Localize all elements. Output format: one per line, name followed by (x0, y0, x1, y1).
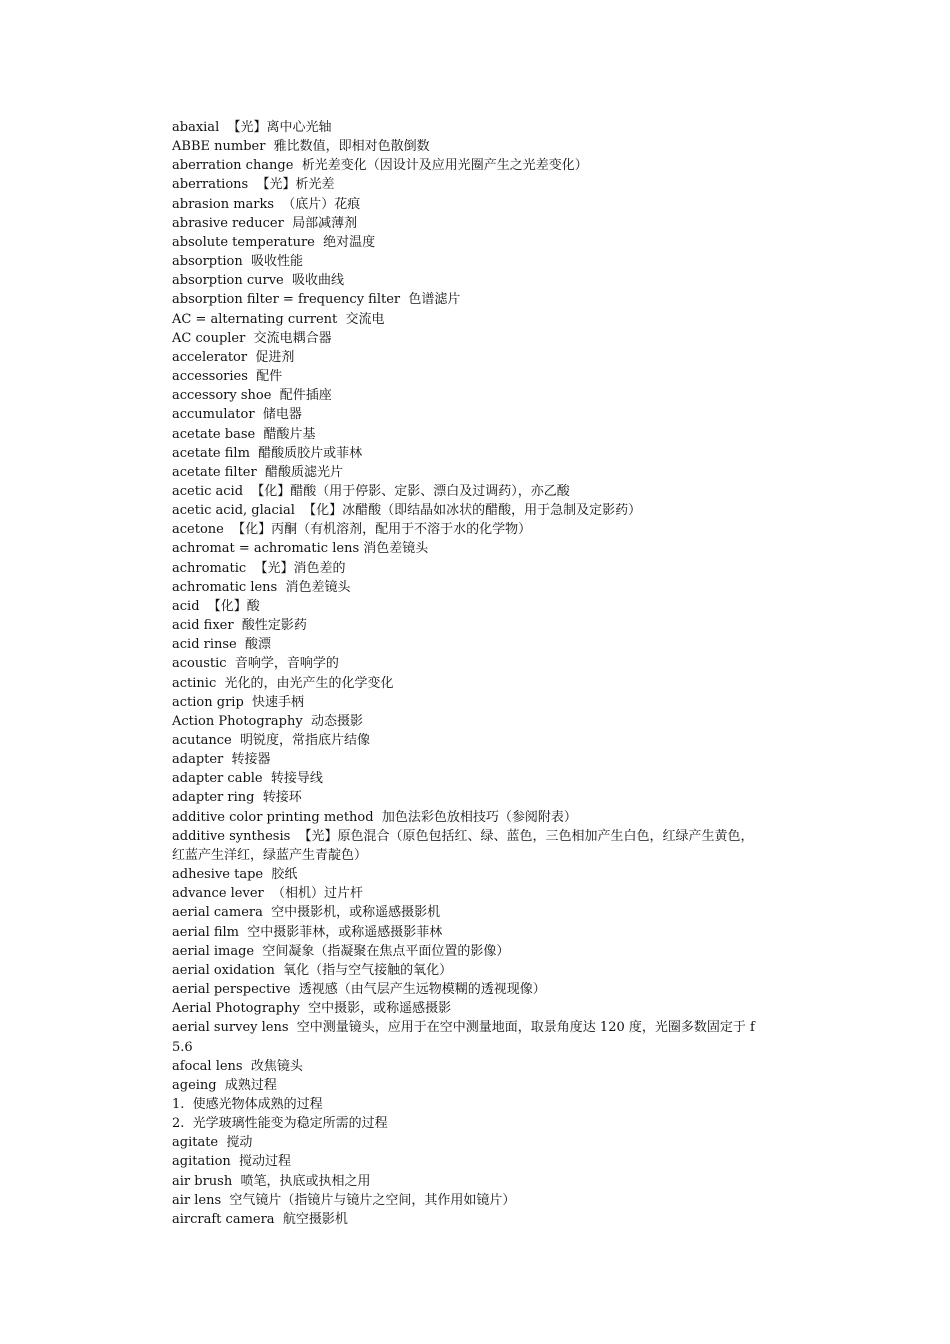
glossary-entry: acutance 明锐度，常指底片结像 (172, 733, 370, 748)
glossary-entry: aberrations 【光】析光差 (172, 177, 335, 193)
glossary-entry: Action Photography 动态摄影 (172, 713, 363, 729)
glossary-entry: afocal lens 改焦镜头 (172, 1058, 303, 1074)
glossary-entry: additive color printing method 加色法彩色放相技巧（参阅附表） (172, 809, 577, 825)
glossary-entry: abrasive reducer 局部减薄剂 (172, 215, 358, 231)
glossary-entry: ABBE number 雅比数值，即相对色散倒数 (172, 139, 430, 155)
glossary-entry: adapter cable 转接导线 (172, 771, 323, 787)
glossary-entry: absorption curve 吸收曲线 (172, 273, 344, 289)
glossary-entry: aerial perspective 透视感（由气层产生远物模糊的透视现像） (172, 982, 546, 998)
glossary-entry: adapter 转接器 (172, 752, 271, 768)
glossary-entry: aerial oxidation 氧化（指与空气接触的氧化） (172, 962, 453, 978)
glossary-entry: abaxial 【光】离中心光轴 (172, 120, 332, 135)
glossary-list (172, 118, 762, 1229)
glossary-entry: additive synthesis 【光】原色混合（原色包括红、绿、蓝色，三色相加产生白色，红绿产生黄色，红蓝产生洋红，绿蓝产生青靛色） (172, 828, 754, 863)
glossary-entry: acetate base 醋酸片基 (172, 426, 316, 442)
glossary-entry: absolute temperature 绝对温度 (172, 234, 376, 250)
glossary-entry: accelerator 促进剂 (172, 349, 295, 365)
glossary-entry: acid fixer 酸性定影药 (172, 618, 307, 634)
glossary-entry: aerial image 空间凝象（指凝聚在焦点平面位置的影像） (172, 943, 510, 959)
glossary-entry: acetate film 醋酸质胶片或菲林 (172, 445, 363, 461)
glossary-entry: achromatic 【光】消色差的 (172, 560, 346, 576)
glossary-entry: accessory shoe 配件插座 (172, 388, 332, 404)
glossary-entry: aircraft camera 航空摄影机 (172, 1211, 348, 1227)
glossary-entry: agitate 搅动 (172, 1135, 253, 1151)
glossary-entry: action grip 快速手柄 (172, 694, 305, 710)
glossary-entry: aerial camera 空中摄影机，或称遥感摄影机 (172, 905, 441, 921)
glossary-entry: Aerial Photography 空中摄影，或称遥感摄影 (172, 1001, 452, 1017)
glossary-entry: achromatic lens 消色差镜头 (172, 579, 351, 595)
glossary-entry: absorption 吸收性能 (172, 254, 303, 270)
glossary-entry: air brush 喷笔，执底或执相之用 (172, 1173, 371, 1189)
glossary-entry: accumulator 储电器 (172, 407, 302, 423)
glossary-entry: adhesive tape 胶纸 (172, 867, 298, 883)
glossary-entry: accessories 配件 (172, 369, 283, 385)
glossary-entry: AC coupler 交流电耦合器 (172, 330, 332, 346)
glossary-entry: acid rinse 酸漂 (172, 637, 272, 653)
glossary-entry: acetic acid, glacial 【化】冰醋酸（即结晶如冰状的醋酸，用于急制及定影药） (172, 503, 642, 519)
glossary-entry: actinic 光化的，由光产生的化学变化 (172, 675, 394, 691)
glossary-entry: 2. 光学玻璃性能变为稳定所需的过程 (172, 1116, 388, 1132)
glossary-entry: abrasion marks （底片）花痕 (172, 196, 361, 212)
glossary-entry: ageing 成熟过程 (172, 1077, 277, 1093)
glossary-entry: 1. 使感光物体成熟的过程 (172, 1096, 323, 1112)
glossary-entry: achromat = achromatic lens 消色差镜头 (172, 541, 429, 557)
glossary-entry: acid 【化】酸 (172, 598, 260, 614)
glossary-entry: acetic acid 【化】醋酸（用于停影、定影、漂白及过调药），亦乙酸 (172, 483, 570, 499)
glossary-entry: aberration change 析光差变化（因设计及应用光圈产生之光差变化） (172, 158, 588, 174)
glossary-entry: absorption filter = frequency filter 色谱滤片 (172, 292, 461, 308)
glossary-entry: acetone 【化】丙酮（有机溶剂，配用于不溶于水的化学物） (172, 522, 532, 538)
glossary-entry: agitation 搅动过程 (172, 1154, 292, 1170)
glossary-entry: air lens 空气镜片（指镜片与镜片之空间，其作用如镜片） (172, 1192, 516, 1208)
glossary-entry: acetate filter 醋酸质滤光片 (172, 464, 343, 480)
glossary-entry: aerial film 空中摄影菲林，或称遥感摄影菲林 (172, 924, 443, 940)
glossary-entry: adapter ring 转接环 (172, 790, 302, 806)
glossary-entry: AC = alternating current 交流电 (172, 311, 385, 327)
glossary-entry: advance lever （相机）过片杆 (172, 886, 364, 902)
glossary-entry: acoustic 音响学，音响学的 (172, 656, 339, 672)
glossary-entry: aerial survey lens 空中测量镜头，应用于在空中测量地面，取景角度达 120 度，光圈多数固定于 f5.6 (172, 1020, 755, 1055)
